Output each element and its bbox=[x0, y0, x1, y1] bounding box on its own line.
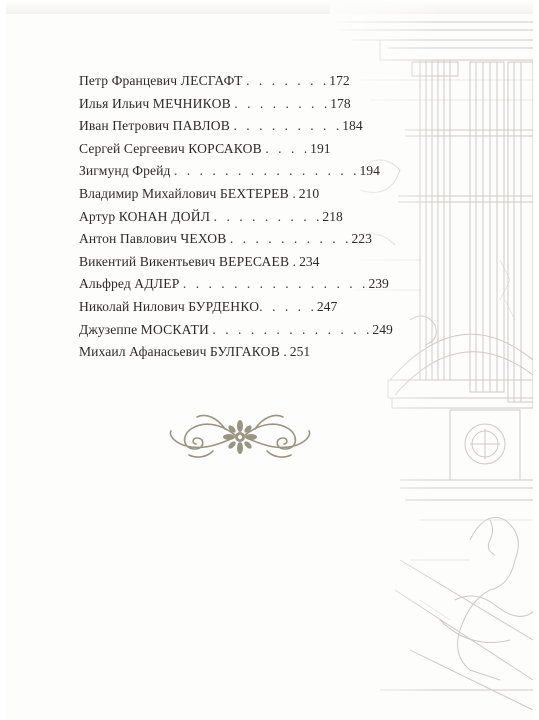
toc-entry-page: 247 bbox=[316, 298, 338, 314]
toc-entry-first-name: Антон Павлович bbox=[79, 231, 177, 247]
toc-entry-last-name: МОСКАТИ bbox=[140, 321, 210, 337]
toc-entry-first-name: Николай Нилович bbox=[79, 298, 185, 314]
toc-entry-page: 251 bbox=[289, 344, 311, 360]
toc-entry-last-name: ЧЕХОВ bbox=[180, 231, 227, 247]
toc-entry-last-name: КОРСАКОВ bbox=[188, 140, 262, 156]
toc-entry-dots: . . . . . . . . . . . . . bbox=[212, 321, 373, 337]
toc-entry-first-name: Михаил Афанасьевич bbox=[79, 344, 207, 360]
toc-entry-first-name: Иван Петрович bbox=[79, 118, 170, 134]
toc-entry-dots: . bbox=[292, 253, 300, 269]
toc-entry-last-name: ЛЕСГАФТ bbox=[180, 73, 243, 88]
toc-entry-dots: . . . . . . . . . . . . . . . bbox=[182, 276, 369, 292]
toc-entry-first-name: Джузеппе bbox=[79, 321, 138, 337]
toc-entry-page: 172 bbox=[329, 73, 350, 88]
toc-entry-dots: . . . . bbox=[265, 140, 311, 156]
toc-entry-dots: . . . . . . . bbox=[246, 73, 330, 88]
toc-entry-last-name: БУЛГАКОВ bbox=[209, 344, 280, 360]
toc-entry-first-name: Зигмунд Фрейд bbox=[79, 163, 171, 179]
toc-entry-page: 239 bbox=[368, 276, 389, 292]
toc-entry-page: 191 bbox=[310, 140, 331, 156]
toc-entry-last-name: АДЛЕР bbox=[134, 276, 180, 292]
toc-entry-last-name: ПАВЛОВ bbox=[172, 118, 231, 134]
toc-entry-dots: . . . . . . . . . bbox=[233, 118, 343, 134]
toc-entry-page: 234 bbox=[299, 253, 320, 269]
toc-entry-page: 218 bbox=[322, 208, 343, 224]
toc-entry-last-name: КОНАН ДОЙЛ bbox=[118, 208, 211, 224]
toc-entry-dots: . . . . . . . . . bbox=[213, 208, 323, 224]
toc-entry-first-name: Илья Ильич bbox=[79, 95, 150, 111]
toc-entry-dots: . bbox=[283, 344, 290, 360]
toc-entry-page: 249 bbox=[372, 321, 393, 337]
toc-entry-first-name: Артур bbox=[79, 208, 116, 224]
toc-entry-first-name: Сергей Сергеевич bbox=[79, 140, 185, 156]
toc-entry-page: 178 bbox=[330, 95, 351, 111]
toc-entry-first-name: Петр Францевич bbox=[79, 73, 178, 88]
toc-entry-page: 223 bbox=[351, 231, 372, 247]
toc-entry-last-name: БЕХТЕРЕВ bbox=[219, 185, 289, 201]
toc-entry-dots: . bbox=[292, 185, 299, 201]
toc-entry-last-name: БУРДЕНКО bbox=[188, 298, 260, 314]
toc-entry-dots: . . . . . . . . . . . . . . . bbox=[173, 163, 360, 179]
toc-entry-page: 184 bbox=[342, 118, 363, 134]
toc-entry-page: 194 bbox=[359, 163, 380, 179]
toc-entry-dots: . . . . . bbox=[259, 298, 317, 314]
toc-entry-first-name: Альфред bbox=[79, 276, 131, 292]
toc-entry-last-name: МЕЧНИКОВ bbox=[152, 95, 231, 111]
toc-entry-last-name: ВЕРЕСАЕВ bbox=[218, 253, 290, 269]
toc-entry-dots: . . . . . . . . . . bbox=[229, 231, 352, 247]
toc-entry-page: 210 bbox=[298, 185, 320, 201]
toc-entry-dots: . . . . . . . . bbox=[234, 95, 331, 111]
toc-entry-first-name: Владимир Михайлович bbox=[79, 185, 217, 201]
toc-entry-first-name: Викентий Викентьевич bbox=[79, 253, 216, 269]
